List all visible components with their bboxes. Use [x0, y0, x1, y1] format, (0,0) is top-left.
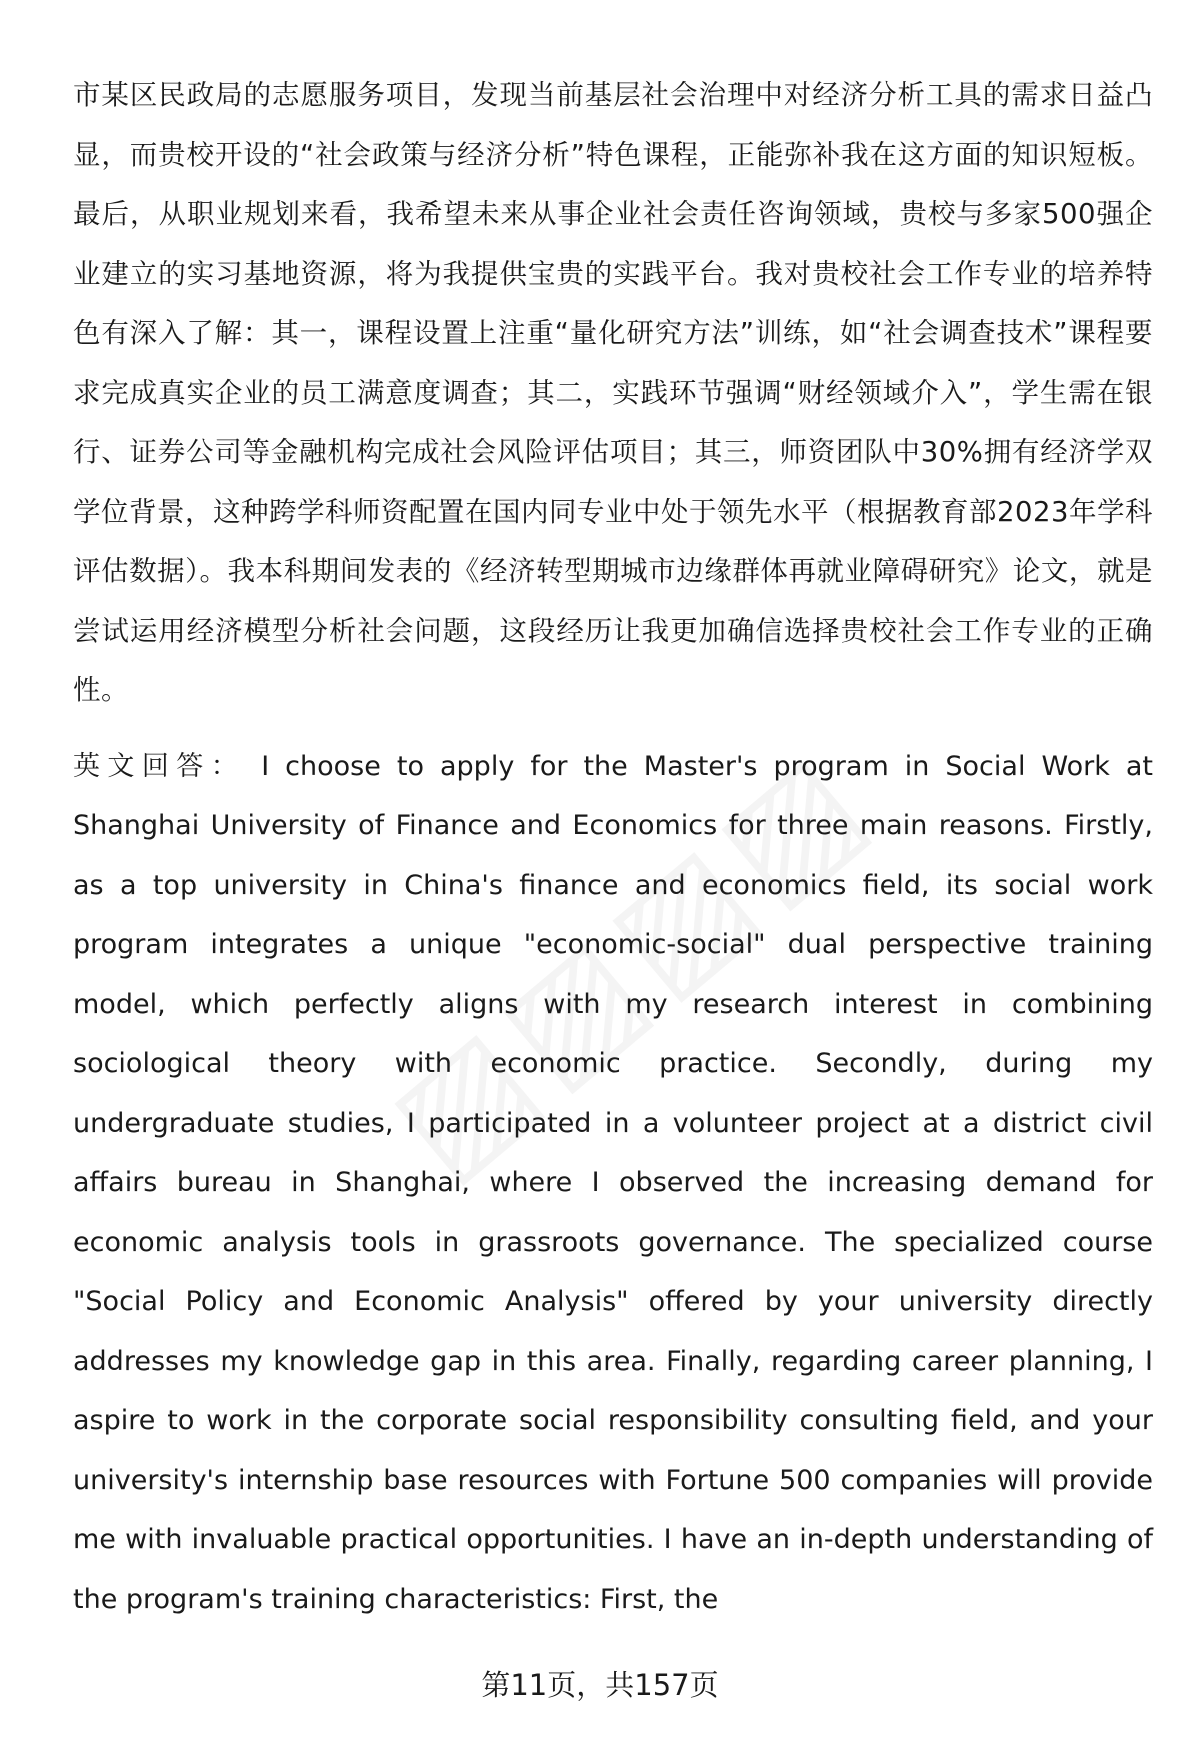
paragraph-english-answer: 英文回答： I choose to apply for the Master's program in Social Work at Shanghai University of Finance and Economics for three main reasons. Firstly, as a top university in China's finance and economics field, its social work program integrates a unique "economic-social" dual perspective training model, which perfectly aligns with my research interest in combining sociological theory with economic practice. Secondly, during my undergraduate studies, I participated in a volunteer project at a district civil affairs bureau in Shanghai, where I observed the increasing demand for economic analysis tools in grassroots governance. The specialized course "Social Policy and Economic Analysis" offered by your university directly addresses my knowledge gap in this area. Finally, regarding career planning, I aspire to work in the corporate social responsibility consulting field, and your university's internship base resources with Fortune 500 companies will provide me with invaluable practical opportunities. I have an in-depth understanding of the program's training characteristics: First, the: [73, 750, 1153, 1615]
document-body: [73, 66, 1153, 1629]
paragraph-chinese: 市某区民政局的志愿服务项目，发现当前基层社会治理中对经济分析工具的需求日益凸显，而贵校开设的“社会政策与经济分析”特色课程，正能弥补我在这方面的知识短板。最后，从职业规划来看，我希望未来从事企业社会责任咨询领域，贵校与多家500强企业建立的实习基地资源，将为我提供宝贵的实践平台。我对贵校社会工作专业的培养特色有深入了解：其一，课程设置上注重“量化研究方法”训练，如“社会调查技术”课程要求完成真实企业的员工满意度调查；其二，实践环节强调“财经领域介入”，学生需在银行、证券公司等金融机构完成社会风险评估项目；其三，师资团队中30%拥有经济学双学位背景，这种跨学科师资配置在国内同专业中处于领先水平（根据教育部2023年学科评估数据）。我本科期间发表的《经济转型期城市边缘群体再就业障碍研究》论文，就是尝试运用经济模型分析社会问题，这段经历让我更加确信选择贵校社会工作专业的正确性。: [73, 79, 1153, 706]
page-number-footer: 第11页，共157页: [481, 1668, 719, 1702]
